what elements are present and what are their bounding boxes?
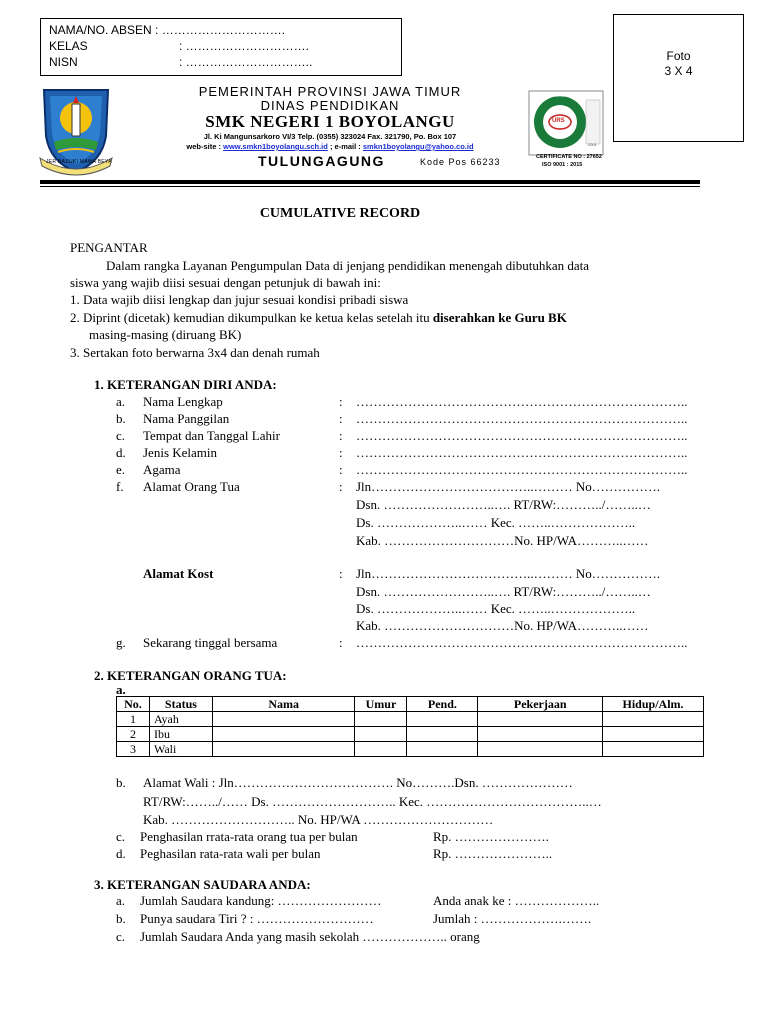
field-ttl: [116, 428, 706, 445]
cell-nama[interactable]: [212, 712, 355, 727]
field-label: Tempat dan Tanggal Lahir: [143, 428, 280, 443]
table-row: [117, 727, 704, 742]
cell-pend[interactable]: [407, 742, 478, 757]
alamat-kost-kab-input[interactable]: Kab. …………………………No. HP/WA………..……: [356, 618, 649, 633]
field-agama: [116, 462, 706, 479]
intro-paragraph-line1: Dalam rangka Layanan Pengumpulan Data di jenjang pendidikan menengah dibutuhkan data: [106, 258, 590, 273]
nama-lengkap-input[interactable]: …………………………………………………………………..: [356, 394, 688, 409]
letterhead-rule-thin: [40, 186, 700, 187]
photo-size: 3 X 4: [664, 64, 693, 78]
cell-umur[interactable]: [355, 712, 407, 727]
cell-umur[interactable]: [355, 727, 407, 742]
table-header-row: [117, 697, 704, 712]
saudara-a-key: a.: [116, 893, 126, 908]
intro-item-3: 3. Sertakan foto berwarna 3x4 dan denah rumah: [70, 345, 320, 360]
field-colon: :: [339, 428, 343, 443]
parents-table: [116, 696, 704, 757]
alamat-kost-dsn-input[interactable]: Dsn. ……………………..…. RT/RW:………../……..…: [356, 584, 651, 599]
cell-nama[interactable]: [212, 742, 355, 757]
field-key: a.: [116, 394, 126, 409]
table-row: [117, 712, 704, 727]
kelas-dots[interactable]: : ………………………….: [179, 39, 310, 53]
alamat-kost-jln-input[interactable]: Jln………………………………..……… No…………….: [356, 566, 661, 581]
cert-ring-text: UNITED REGISTRAR OF SYSTEMS: [540, 94, 598, 98]
field-tinggal-bersama: [116, 635, 706, 652]
cell-pend[interactable]: [407, 727, 478, 742]
cell-hidup-alm[interactable]: [603, 742, 704, 757]
cert-iso: ISO 9001 : 2015: [542, 162, 583, 168]
field-key: c.: [116, 428, 126, 443]
email-link[interactable]: smkn1boyolangu@yahoo.co.id: [362, 142, 474, 151]
cell-status: Wali: [149, 742, 212, 757]
nama-label: NAMA/NO. ABSEN :: [49, 23, 159, 37]
website-link[interactable]: www.smkn1boyolangu.sch.id: [223, 142, 328, 151]
nama-panggilan-input[interactable]: …………………………………………………………………..: [356, 411, 688, 426]
field-colon: :: [339, 462, 343, 477]
field-key: b.: [116, 411, 126, 426]
income-parent-input[interactable]: Rp. ………………….: [433, 829, 549, 844]
cert-number: CERTIFICATE NO : 27652: [536, 154, 602, 160]
intro-paragraph-line2: siswa yang wajib diisi sesuai dengan petunjuk di bawah ini:: [70, 275, 381, 290]
alamat-ortu-ds-input[interactable]: Ds. ………………..…… Kec. ……..………………..: [356, 515, 636, 530]
income-parent-key: c.: [116, 829, 126, 844]
cell-hidup-alm[interactable]: [603, 727, 704, 742]
cert-year: 2001: [588, 142, 597, 147]
col-umur: Umur: [355, 697, 407, 712]
field-jenis-kelamin: [116, 445, 706, 462]
wali-address-line1[interactable]: Alamat Wali : Jln………………………………. No……….Dsn. …………………: [143, 775, 573, 790]
nama-dots[interactable]: ………………………….: [161, 23, 286, 37]
section1-heading: 1. KETERANGAN DIRI ANDA:: [94, 377, 277, 392]
alamat-kost-ds-input[interactable]: Ds. ………………..…… Kec. ……..………………..: [356, 601, 636, 616]
nama-row: [49, 23, 285, 37]
section2-sub-a: a.: [116, 682, 126, 697]
field-key: g.: [116, 635, 126, 650]
income-wali-label: Peghasilan rata-rata wali per bulan: [140, 846, 321, 861]
postcode: Kode Pos 66233: [420, 157, 501, 167]
field-colon: :: [339, 394, 343, 409]
field-key: f.: [116, 479, 124, 494]
nisn-dots[interactable]: : …………………………..: [179, 55, 313, 69]
kelas-row: [49, 39, 309, 53]
field-label: Agama: [143, 462, 181, 477]
cell-no: 3: [117, 742, 150, 757]
cell-pekerjaan[interactable]: [478, 712, 603, 727]
letterhead-rule-thick: [40, 180, 700, 184]
col-status: Status: [149, 697, 212, 712]
col-no: No.: [117, 697, 150, 712]
field-label: Jenis Kelamin: [143, 445, 218, 460]
cell-hidup-alm[interactable]: [603, 712, 704, 727]
intro-item-2-bold: diserahkan ke Guru BK: [432, 310, 567, 325]
school-address: Jl. Ki Mangunsarkoro VI/3 Telp. (0355) 323024 Fax. 321790, Po. Box 107: [203, 132, 457, 141]
ttl-input[interactable]: …………………………………………………………………..: [356, 428, 688, 443]
photo-placeholder[interactable]: [613, 14, 744, 142]
wali-address-line3[interactable]: Kab. ……………………….. No. HP/WA …………………………: [143, 812, 494, 827]
intro-heading: PENGANTAR: [70, 240, 148, 255]
alamat-kost-colon: :: [339, 566, 343, 581]
field-colon: :: [339, 411, 343, 426]
field-label: Nama Lengkap: [143, 394, 223, 409]
gov-line: PEMERINTAH PROVINSI JAWA TIMUR: [198, 84, 462, 99]
agama-input[interactable]: …………………………………………………………………..: [356, 462, 688, 477]
wali-address-line2[interactable]: RT/RW:……../…… Ds. ……………………….. Kec. ………………………………..…: [143, 794, 602, 809]
nisn-label: NISN: [49, 55, 78, 69]
section3-heading: 3. KETERANGAN SAUDARA ANDA:: [94, 877, 311, 892]
cert-urs: URS: [552, 118, 565, 124]
cell-pekerjaan[interactable]: [478, 742, 603, 757]
tinggal-bersama-input[interactable]: …………………………………………………………………..: [356, 635, 688, 650]
province-crest-logo: [36, 84, 116, 176]
alamat-kost-label: Alamat Kost: [143, 566, 214, 581]
saudara-kandung-input[interactable]: Jumlah Saudara kandung: ……………………: [140, 893, 382, 908]
col-nama: Nama: [212, 697, 355, 712]
wali-address-key: b.: [116, 775, 126, 790]
field-nama-lengkap: [116, 394, 706, 411]
school-name: SMK NEGERI 1 BOYOLANGU: [205, 112, 455, 131]
cell-umur[interactable]: [355, 742, 407, 757]
nisn-row: [49, 55, 312, 69]
field-key: d.: [116, 445, 126, 460]
saudara-c-key: c.: [116, 929, 126, 944]
photo-label: Foto: [666, 49, 691, 63]
intro-item-2: [70, 310, 567, 326]
cell-nama[interactable]: [212, 727, 355, 742]
email-label: ; e-mail :: [329, 142, 361, 151]
intro-item-2-text: 2. Diprint (dicetak) kemudian dikumpulkan ke ketua kelas setelah itu: [70, 310, 433, 325]
student-id-box: [40, 18, 402, 76]
field-label: Nama Panggilan: [143, 411, 230, 426]
saudara-b-key: b.: [116, 911, 126, 926]
cell-status: Ibu: [149, 727, 212, 742]
field-label: Alamat Orang Tua: [143, 479, 240, 494]
field-alamat-ortu: [116, 479, 706, 496]
cell-no: 1: [117, 712, 150, 727]
col-pend: Pend.: [407, 697, 478, 712]
field-label: Sekarang tinggal bersama: [143, 635, 278, 650]
crest-motto: JER BASUKI MAWA BEYA: [46, 159, 112, 165]
dept-line: DINAS PENDIDIKAN: [260, 98, 400, 113]
field-colon: :: [339, 635, 343, 650]
intro-item-1: 1. Data wajib diisi lengkap dan jujur sesuai kondisi pribadi siswa: [70, 292, 409, 307]
jenis-kelamin-input[interactable]: …………………………………………………………………..: [356, 445, 688, 460]
iso-certificate-logo: [528, 90, 604, 174]
field-nama-panggilan: [116, 411, 706, 428]
income-parent-label: Penghasilan rrata-rata orang tua per bulan: [140, 829, 358, 844]
city-name: TULUNGAGUNG: [258, 153, 385, 169]
alamat-ortu-kab-input[interactable]: Kab. …………………………No. HP/WA………..……: [356, 533, 649, 548]
cell-pekerjaan[interactable]: [478, 727, 603, 742]
field-key: e.: [116, 462, 126, 477]
income-wali-key: d.: [116, 846, 126, 861]
kelas-label: KELAS: [49, 39, 88, 53]
saudara-sekolah-input[interactable]: Jumlah Saudara Anda yang masih sekolah ……………….. orang: [140, 929, 480, 944]
contact-line: [140, 142, 520, 151]
alamat-ortu-jln-input[interactable]: Jln………………………………..……… No…………….: [356, 479, 661, 494]
field-colon: :: [339, 479, 343, 494]
col-hidup-alm: Hidup/Alm.: [603, 697, 704, 712]
cell-no: 2: [117, 727, 150, 742]
saudara-tiri-input[interactable]: Punya saudara Tiri ? : ………………………: [140, 911, 374, 926]
income-wali-input[interactable]: Rp. …………………..: [433, 846, 553, 861]
col-pekerjaan: Pekerjaan: [478, 697, 603, 712]
intro-item-2-cont: masing-masing (diruang BK): [89, 327, 242, 342]
cell-status: Ayah: [149, 712, 212, 727]
field-colon: :: [339, 445, 343, 460]
anak-ke-input[interactable]: Anda anak ke : ………………..: [433, 893, 600, 908]
section2-heading: 2. KETERANGAN ORANG TUA:: [94, 668, 287, 683]
cell-pend[interactable]: [407, 712, 478, 727]
document-title: CUMULATIVE RECORD: [259, 206, 421, 221]
alamat-ortu-dsn-input[interactable]: Dsn. ……………………..…. RT/RW:………../……..…: [356, 497, 651, 512]
web-label: web-site :: [186, 142, 222, 151]
table-row: [117, 742, 704, 757]
jumlah-tiri-input[interactable]: Jumlah : ……………….…….: [433, 911, 592, 926]
